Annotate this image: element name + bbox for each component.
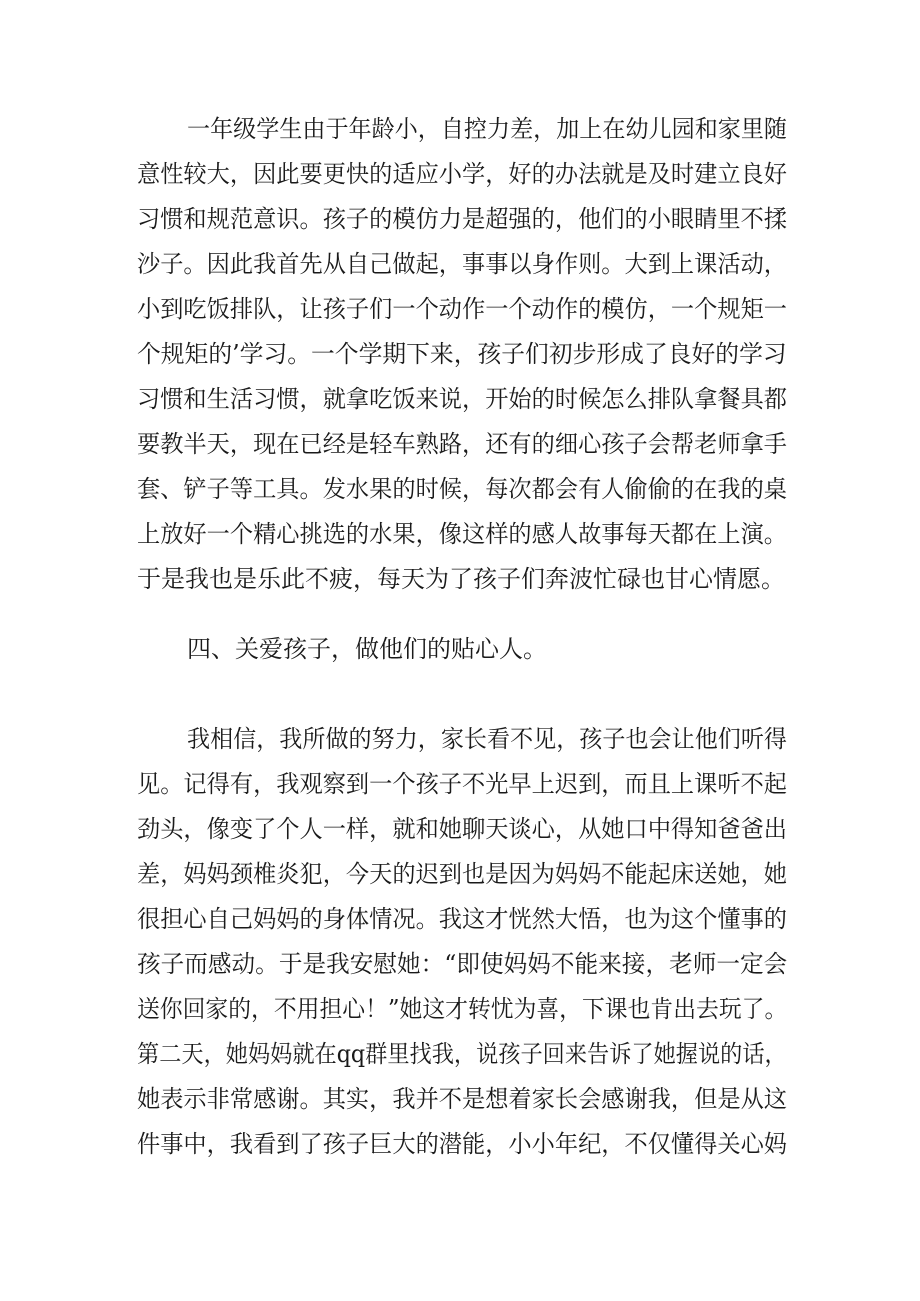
paragraph-line: 小到吃饭排队，让孩子们一个动作一个动作的模仿，一个规矩一 <box>137 295 787 323</box>
paragraph-line: 她表示非常感谢。其实，我并不是想着家长会感谢我，但是从这 <box>137 1085 787 1113</box>
paragraph-line: 我相信，我所做的努力，家长看不见，孩子也会让他们听得 <box>187 725 787 753</box>
paragraph-line: 沙子。因此我首先从自己做起，事事以身作则。大到上课活动， <box>137 250 787 278</box>
paragraph-line: 要教半天，现在已经是轻车熟路，还有的细心孩子会帮老师拿手 <box>137 430 787 458</box>
heading-line: 四、关爱孩子，做他们的贴心人。 <box>187 635 547 663</box>
paragraph-line: 上放好一个精心挑选的水果，像这样的感人故事每天都在上演。 <box>137 520 787 548</box>
paragraph-line: 很担心自己妈妈的身体情况。我这才恍然大悟，也为这个懂事的 <box>137 905 787 933</box>
paragraph-line: 孩子而感动。于是我安慰她：“即使妈妈不能来接，老师一定会 <box>137 950 788 978</box>
paragraph-line: 习惯和规范意识。孩子的模仿力是超强的，他们的小眼睛里不揉 <box>137 205 787 233</box>
paragraph-line: 第二天，她妈妈就在qq群里找我，说孩子回来告诉了她握说的话， <box>137 1040 787 1068</box>
paragraph-line: 劲头，像变了个人一样，就和她聊天谈心，从她口中得知爸爸出 <box>137 815 787 843</box>
paragraph-line: 于是我也是乐此不疲，每天为了孩子们奔波忙碌也甘心情愿。 <box>137 565 785 593</box>
paragraph-line: 意性较大，因此要更快的适应小学，好的办法就是及时建立良好 <box>137 160 787 188</box>
paragraph-line: 送你回家的，不用担心！”她这才转忧为喜，下课也肯出去玩了。 <box>137 995 788 1023</box>
paragraph-line: 见。记得有，我观察到一个孩子不光早上迟到，而且上课听不起 <box>137 770 787 798</box>
paragraph-line: 个规矩的’学习。一个学期下来，孩子们初步形成了良好的学习 <box>137 340 787 368</box>
paragraph-line: 套、铲子等工具。发水果的时候，每次都会有人偷偷的在我的桌 <box>137 475 787 503</box>
paragraph-line: 一年级学生由于年龄小，自控力差，加上在幼儿园和家里随 <box>187 115 787 143</box>
paragraph-line: 习惯和生活习惯，就拿吃饭来说，开始的时候怎么排队拿餐具都 <box>137 385 787 413</box>
paragraph-line: 差，妈妈颈椎炎犯，今天的迟到也是因为妈妈不能起床送她，她 <box>137 860 787 888</box>
paragraph-line: 件事中，我看到了孩子巨大的潜能，小小年纪，不仅懂得关心妈 <box>137 1130 787 1158</box>
